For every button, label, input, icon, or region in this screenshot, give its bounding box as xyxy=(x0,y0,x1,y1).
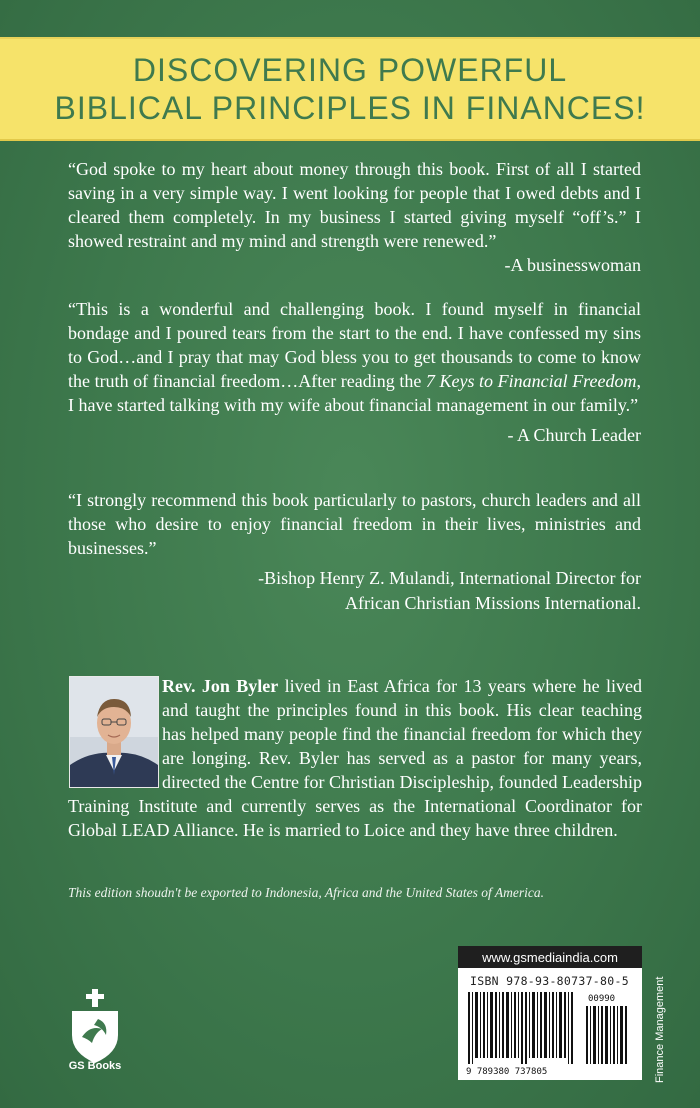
testimonial-attribution: -A businesswoman xyxy=(504,255,641,275)
testimonial-attribution-line-2: African Christian Missions International. xyxy=(345,593,641,613)
testimonial-text-start: “This is a wonderful and challenging book. I found myself in financial bondage and I poured tears from the start to the end. I have confessed my sins to God…and I pray that may God bless you to get thousands to come to know the truth of financial freedom…After reading the xyxy=(68,299,641,391)
testimonial-text: “God spoke to my heart about money through this book. First of all I started saving in a very simple way. I went looking for people that I owed debts and I cleared them completely. In my business I started giving myself “off’s.” I showed restraint and my mind and strength were renewed.” xyxy=(68,159,641,251)
author-name: Rev. Jon Byler xyxy=(162,676,279,696)
testimonial-2 xyxy=(68,297,641,447)
banner-title-line-1: DISCOVERING POWERFUL xyxy=(132,52,568,88)
testimonial-text-end: , I have started talking with my wife about financial management in our family.” xyxy=(68,371,642,415)
barcode-icon xyxy=(464,992,636,1076)
author-bio xyxy=(68,674,642,842)
testimonial-3 xyxy=(68,488,641,616)
testimonial-text xyxy=(68,297,641,417)
export-notice: This edition shoudn't be exported to Indonesia, Africa and the United States of America. xyxy=(68,885,544,900)
testimonial-1 xyxy=(68,157,641,277)
book-title: 7 Keys to Financial Freedom xyxy=(425,371,637,391)
barcode-addon: 00990 xyxy=(588,994,616,1004)
publisher-name: GS Books xyxy=(68,1060,122,1072)
barcode xyxy=(458,968,642,1080)
testimonial-text: “I strongly recommend this book particularly to pastors, church leaders and all those who desire to enjoy financial freedom in their lives, ministries and businesses.” xyxy=(68,490,641,558)
isbn-number: ISBN 978-93-80737-80-5 xyxy=(470,974,629,988)
author-bio-text: lived in East Africa for 13 years where he lived and taught the principles found in this book. His clear teaching has helped many people find the financial freedom for which they are longing. Rev. Byler has served as a pastor for many years, directed the Centre for Christian Discipleship, founded Leadership Training Institute and currently serves as the International Coordinator for Global LEAD Alliance. He is married to Loice and they have three children. xyxy=(68,676,642,840)
testimonial-attribution: - A Church Leader xyxy=(507,425,641,445)
photo-spacer xyxy=(68,674,162,790)
testimonial-attribution-line-1: -Bishop Henry Z. Mulandi, International Director for xyxy=(258,568,641,588)
publisher-website: www.gsmediaindia.com xyxy=(458,946,642,968)
title-banner xyxy=(0,37,700,141)
banner-title-line-2: BIBLICAL PRINCIPLES IN FINANCES! xyxy=(54,90,646,126)
category-label: Finance Management xyxy=(654,976,666,1083)
barcode-digits: 9 789380 737805 xyxy=(466,1067,548,1076)
